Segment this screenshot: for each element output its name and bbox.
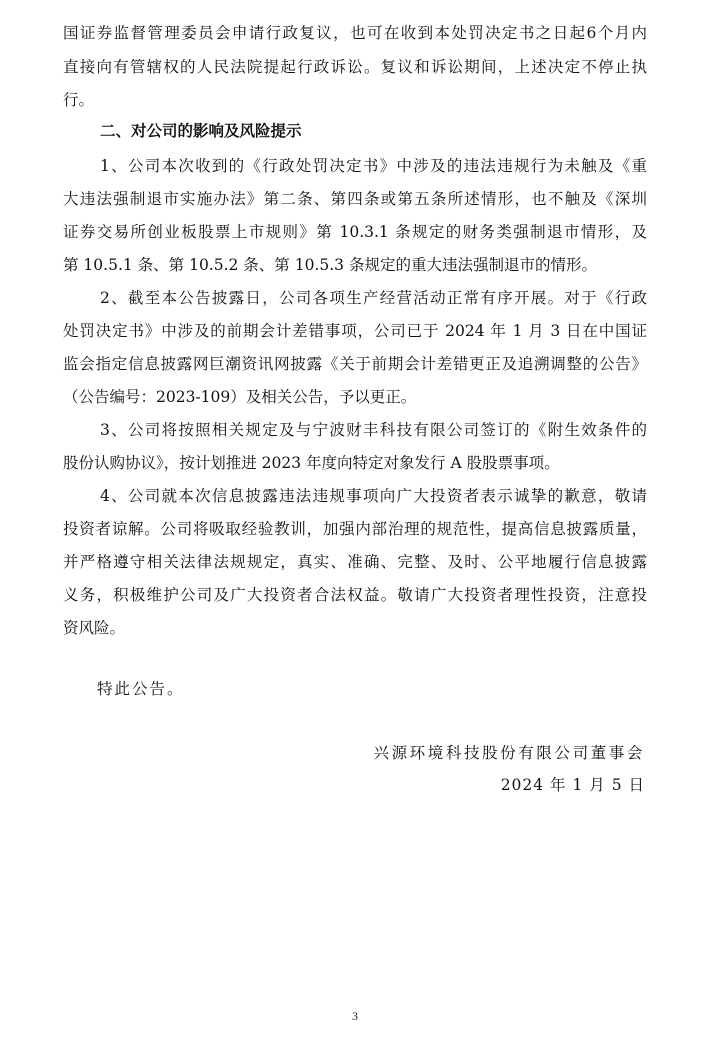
paragraph-2-line: 2、截至本公告披露日，公司各项生产经营活动正常有序开展。对于《行政 [100,289,647,307]
text-line: 国证券监督管理委员会申请行政复议，也可在收到本处罚决定书之日起6个月内 [63,24,647,42]
paragraph-2-line: 监会指定信息披露网巨潮资讯网披露《关于前期会计差错更正及追溯调整的公告》 [63,355,647,373]
paragraph-3-line: 3、公司将按照相关规定及与宁波财丰科技有限公司签订的《附生效条件的 [100,421,647,439]
paragraph-3-line: 股份认购协议》，按计划推进 2023 年度向特定对象发行 A 股股票事项。 [63,454,560,472]
paragraph-1-line: 1、公司本次收到的《行政处罚决定书》中涉及的违法违规行为未触及《重 [100,157,647,175]
paragraph-4-line: 并严格遵守相关法律法规规定，真实、准确、完整、及时、公平地履行信息披露 [63,553,647,571]
signature-date: 2024 年 1 月 5 日 [500,776,645,794]
paragraph-1-line: 大违法强制退市实施办法》第二条、第四条或第五条所述情形，也不触及《深圳 [63,190,647,208]
section-heading: 二、对公司的影响及风险提示 [100,122,302,140]
text-line: 直接向有管辖权的人民法院提起行政诉讼。复议和诉讼期间，上述决定不停止执 [63,58,647,76]
paragraph-2-line: 处罚决定书》中涉及的前期会计差错事项，公司已于 2024 年 1 月 3 日在中国证 [63,322,647,340]
paragraph-1-line: 证券交易所创业板股票上市规则》第 10.3.1 条规定的财务类强制退市情形，及 [63,223,647,241]
paragraph-4-line: 义务，积极维护公司及广大投资者合法权益。敬请广大投资者理性投资，注意投 [63,586,647,604]
paragraph-1-line: 第 10.5.1 条、第 10.5.2 条、第 10.5.3 条规定的重大违法强制退市的情形。 [63,256,597,274]
signature-company: 兴源环境科技股份有限公司董事会 [373,744,645,762]
paragraph-2-line: （公告编号：2023-109）及相关公告，予以更正。 [63,388,417,406]
paragraph-4-line: 投资者谅解。公司将吸取经验教训，加强内部治理的规范性，提高信息披露质量， [63,520,647,538]
page-number: 3 [352,1009,358,1023]
paragraph-4-line: 资风险。 [63,619,126,637]
closing-text: 特此公告。 [97,680,185,698]
paragraph-4-line: 4、公司就本次信息披露违法违规事项向广大投资者表示诚挚的歉意，敬请 [100,487,647,505]
text-line: 行。 [63,91,95,109]
